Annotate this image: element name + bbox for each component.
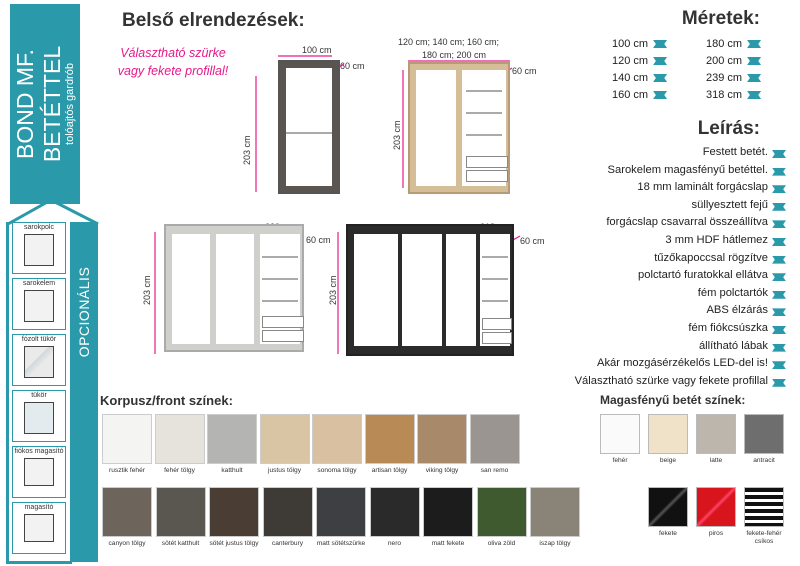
color-swatch-label: katthult (221, 467, 243, 474)
size-180: 180 cm (706, 38, 761, 50)
color-swatch-label: fehér tölgy (164, 467, 195, 474)
color-swatch (477, 487, 527, 537)
size-200: 200 cm (706, 55, 761, 67)
optional-item-fozolt-tukor: fózolt tükör (12, 334, 66, 386)
magasfenyu-title: Magasfényű betét színek: (600, 393, 746, 407)
gloss-swatch (744, 414, 784, 454)
color-swatch (207, 414, 257, 464)
color-swatch-label: nero (387, 540, 402, 547)
w1-depth-label: 60 cm (340, 61, 365, 71)
gloss-swatch (648, 414, 688, 454)
optional-item-tukor: tükör (12, 390, 66, 442)
color-swatch-label: rusztik fehér (109, 467, 145, 474)
arrow-tag-icon (747, 74, 761, 82)
color-swatch (417, 414, 467, 464)
optional-label: OPCIONÁLIS (76, 266, 92, 358)
arrow-tag-icon (772, 185, 786, 193)
color-swatch (423, 487, 473, 537)
description-item: fém polctartók (697, 286, 768, 299)
description-item: 3 mm HDF hátlemez (665, 234, 768, 246)
arrow-tag-icon (772, 168, 786, 176)
wardrobe-120-200 (408, 62, 510, 194)
w4-depth-label: 60 cm (520, 236, 545, 246)
arrow-tag-icon (772, 326, 786, 334)
optional-item-magasito: magasító (12, 502, 66, 554)
arrow-tag-icon (772, 308, 786, 316)
gloss-swatch-label: antracit (753, 457, 775, 464)
gloss-swatch (696, 414, 736, 454)
color-swatch-label: matt fekete (431, 540, 465, 547)
w2-depth-label: 60 cm (512, 66, 537, 76)
color-swatch-label: artisan tölgy (371, 467, 408, 474)
w2-height-label: 203 cm (392, 120, 402, 150)
gloss-swatch-label: fehér (612, 457, 628, 464)
color-swatch (530, 487, 580, 537)
w4-height-label: 203 cm (328, 275, 338, 305)
color-swatch-label: iszap tölgy (539, 540, 571, 547)
wardrobe-318 (346, 224, 514, 356)
optional-item-fiokos-magasito: fiókos magasító (12, 446, 66, 498)
w1-width-label: 100 cm (302, 45, 332, 55)
description-title: Leírás: (697, 118, 760, 139)
color-swatch (156, 487, 206, 537)
sizes-title: Méretek: (681, 8, 760, 29)
arrow-tag-icon (747, 57, 761, 65)
w2-width-label2: 180 cm; 200 cm (422, 50, 487, 60)
color-swatch-label: matt sötétszürke (316, 540, 366, 547)
arrow-tag-icon (772, 203, 786, 211)
arrow-tag-icon (772, 361, 786, 369)
color-swatch (209, 487, 259, 537)
arrow-tag-icon (747, 40, 761, 48)
wardrobe-239 (164, 224, 304, 352)
optional-item-sarokelem: sarokelem (12, 278, 66, 330)
size-120: 120 cm (612, 55, 667, 67)
gloss-swatch-label: piros (708, 530, 724, 537)
color-swatch (102, 414, 152, 464)
optional-band (70, 222, 98, 562)
arrow-tag-icon (772, 150, 786, 158)
w3-height-label: 203 cm (142, 275, 152, 305)
size-160: 160 cm (612, 89, 667, 101)
size-100: 100 cm (612, 38, 667, 50)
layouts-title: Belső elrendezések: (122, 10, 305, 31)
color-swatch (470, 414, 520, 464)
profile-note: Választható szürke vagy fekete profillal! (117, 46, 229, 78)
optional-item-sarokpolc: sarokpolc (12, 222, 66, 274)
w2-width-label1: 120 cm; 140 cm; 160 cm; (398, 37, 500, 47)
description-item: Választható szürke vagy fekete profillal (574, 374, 768, 387)
brand-subtitle: tolóajtós gardrób (64, 63, 76, 145)
gloss-swatch-label: fekete (659, 530, 677, 537)
description-item: tűzőkapoccsal rögzítve (654, 251, 768, 264)
description-item: ABS élzárás (706, 304, 768, 317)
description-item: polctartó furatokkal ellátva (638, 269, 768, 282)
bevelled-mirror-icon (24, 346, 54, 378)
color-swatch (155, 414, 205, 464)
description-item: Sarokelem magasfényű betéttel. (607, 163, 768, 176)
color-swatch-label: oliva zöld (487, 540, 516, 547)
brand-line1: BOND MF. (12, 49, 38, 159)
w1-interior (286, 68, 332, 186)
arrow-tag-icon (772, 273, 786, 281)
description-item: Akár mozgásérzékelős LED-del is! (597, 357, 768, 370)
gloss-swatch (744, 487, 784, 527)
color-swatch-label: canyon tölgy (108, 540, 146, 547)
size-239: 239 cm (706, 72, 761, 84)
color-swatch (316, 487, 366, 537)
color-swatch-label: san remo (480, 467, 509, 474)
gloss-swatch-label: beige (659, 457, 677, 464)
gloss-swatch (600, 414, 640, 454)
drawer-extension-icon (24, 458, 54, 486)
arrow-tag-icon (653, 57, 667, 65)
w3-depth-label: 60 cm (306, 235, 331, 245)
description-item: fém fiókcsúszka (688, 322, 768, 334)
color-swatch-label: sonoma tölgy (317, 467, 357, 474)
gloss-swatch (648, 487, 688, 527)
color-swatch-label: sötét justus tölgy (209, 540, 259, 547)
description-item: süllyesztett fejű (691, 198, 768, 211)
wardrobe-100 (278, 60, 340, 194)
corner-unit-icon (24, 290, 54, 322)
size-318: 318 cm (706, 89, 761, 101)
size-140: 140 cm (612, 72, 667, 84)
arrow-tag-icon (653, 40, 667, 48)
extension-icon (24, 514, 54, 542)
arrow-tag-icon (772, 291, 786, 299)
korpusz-title: Korpusz/front színek: (100, 393, 233, 408)
arrow-tag-icon (772, 256, 786, 264)
brand-block (10, 4, 80, 204)
color-swatch-label: viking tölgy (425, 467, 459, 474)
arrow-tag-icon (747, 91, 761, 99)
gloss-swatch (696, 487, 736, 527)
description-item: állítható lábak (698, 339, 768, 352)
arrow-tag-icon (772, 220, 786, 228)
arrow-tag-icon (653, 74, 667, 82)
corner-shelf-icon (24, 234, 54, 266)
color-swatch (312, 414, 362, 464)
arrow-tag-icon (772, 238, 786, 246)
color-swatch (365, 414, 415, 464)
color-swatch-label: sötét katthult (161, 540, 200, 547)
w1-height-label: 203 cm (242, 135, 252, 165)
color-swatch (102, 487, 152, 537)
description-item: forgácslap csavarral összeállítva (606, 216, 768, 229)
description-item: 18 mm laminált forgácslap (637, 181, 768, 194)
gloss-swatch-label: latte (709, 457, 723, 464)
color-swatch-label: justus tölgy (268, 467, 301, 474)
color-swatch (370, 487, 420, 537)
color-swatch-label: canterbury (271, 540, 304, 547)
color-swatch (263, 487, 313, 537)
arrow-tag-icon (653, 91, 667, 99)
gloss-swatch-label: fekete-fehér csíkos (746, 530, 782, 545)
description-item: Festett betét. (702, 146, 768, 158)
color-swatch (260, 414, 310, 464)
arrow-tag-icon (772, 344, 786, 352)
brand-line2: BETÉTTEL (39, 45, 65, 163)
mirror-icon (24, 402, 54, 434)
arrow-tag-icon (772, 379, 786, 387)
